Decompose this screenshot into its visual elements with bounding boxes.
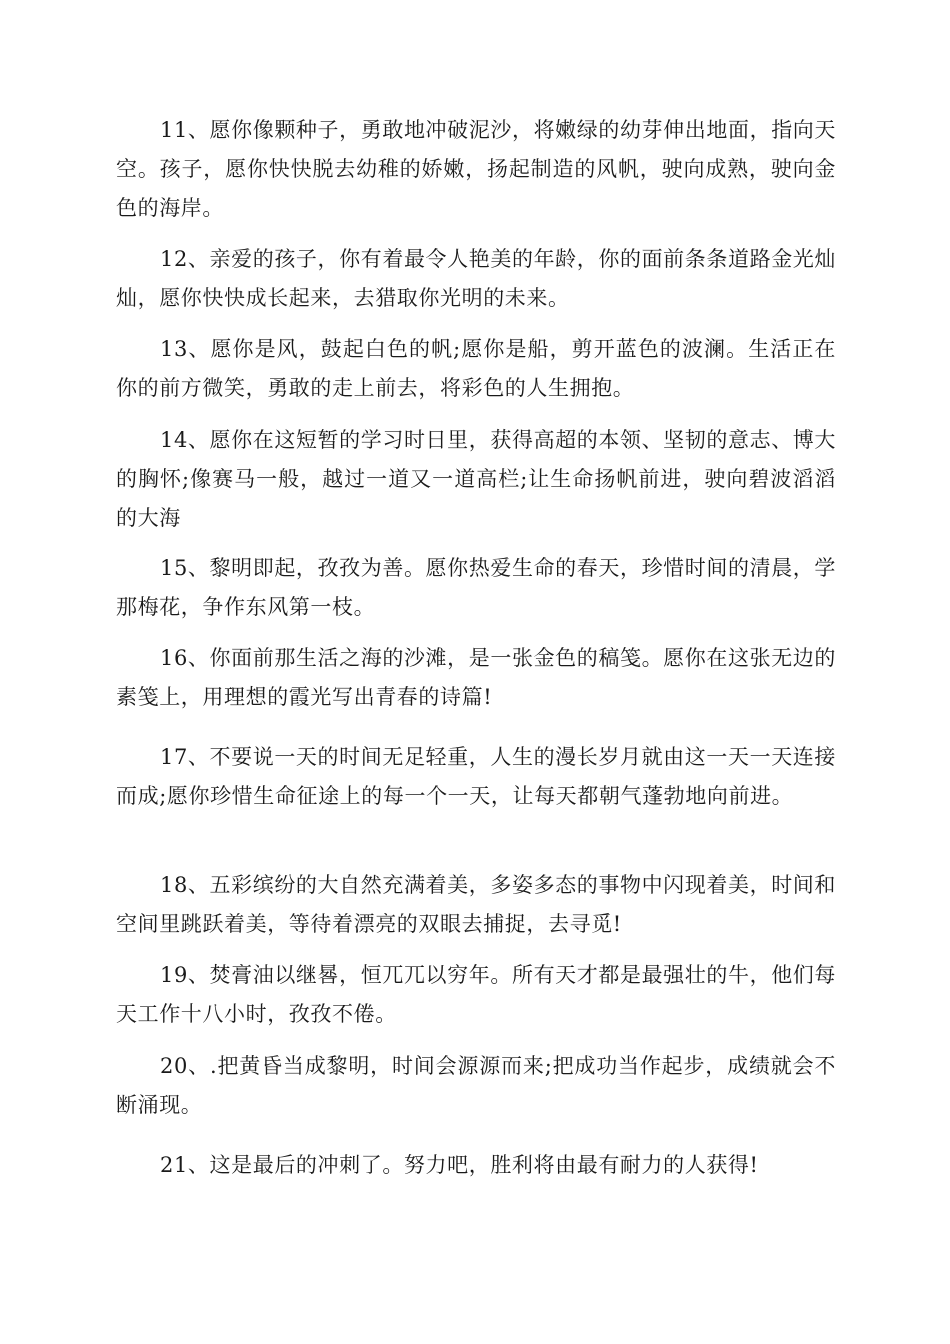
- paragraph-14: 14、愿你在这短暂的学习时日里，获得高超的本领、坚韧的意志、博大的胸怀;像赛马一般，越过一道又一道高栏;让生命扬帆前进，驶向碧波滔滔的大海: [116, 428, 836, 530]
- paragraph-16: 16、你面前那生活之海的沙滩，是一张金色的稿笺。愿你在这张无边的素笺上，用理想的霞光写出青春的诗篇!: [116, 646, 836, 709]
- paragraph-13: 13、愿你是风，鼓起白色的帆;愿你是船，剪开蓝色的波澜。生活正在你的前方微笑，勇敢的走上前去，将彩色的人生拥抱。: [116, 337, 836, 400]
- paragraph-19: 19、焚膏油以继晷，恒兀兀以穷年。所有天才都是最强壮的牛，他们每天工作十八小时，孜孜不倦。: [116, 963, 836, 1026]
- paragraph-18: 18、五彩缤纷的大自然充满着美，多姿多态的事物中闪现着美，时间和空间里跳跃着美，等待着漂亮的双眼去捕捉，去寻觅!: [116, 873, 836, 936]
- paragraph-11: 11、愿你像颗种子，勇敢地冲破泥沙，将嫩绿的幼芽伸出地面，指向天空。孩子，愿你快快脱去幼稚的娇嫩，扬起制造的风帆，驶向成熟，驶向金色的海岸。: [116, 118, 836, 220]
- paragraph-17: 17、不要说一天的时间无足轻重，人生的漫长岁月就由这一天一天连接而成;愿你珍惜生命征途上的每一个一天，让每天都朝气蓬勃地向前进。: [116, 745, 836, 808]
- paragraph-15: 15、黎明即起，孜孜为善。愿你热爱生命的春天，珍惜时间的清晨，学那梅花，争作东风第一枝。: [116, 556, 836, 619]
- paragraph-12: 12、亲爱的孩子，你有着最令人艳美的年龄，你的面前条条道路金光灿灿，愿你快快成长起来，去猎取你光明的未来。: [116, 247, 836, 310]
- paragraph-21: 21、这是最后的冲刺了。努力吧，胜利将由最有耐力的人获得!: [160, 1153, 759, 1177]
- paragraph-20: 20、.把黄昏当成黎明，时间会源源而来;把成功当作起步，成绩就会不断涌现。: [116, 1054, 836, 1117]
